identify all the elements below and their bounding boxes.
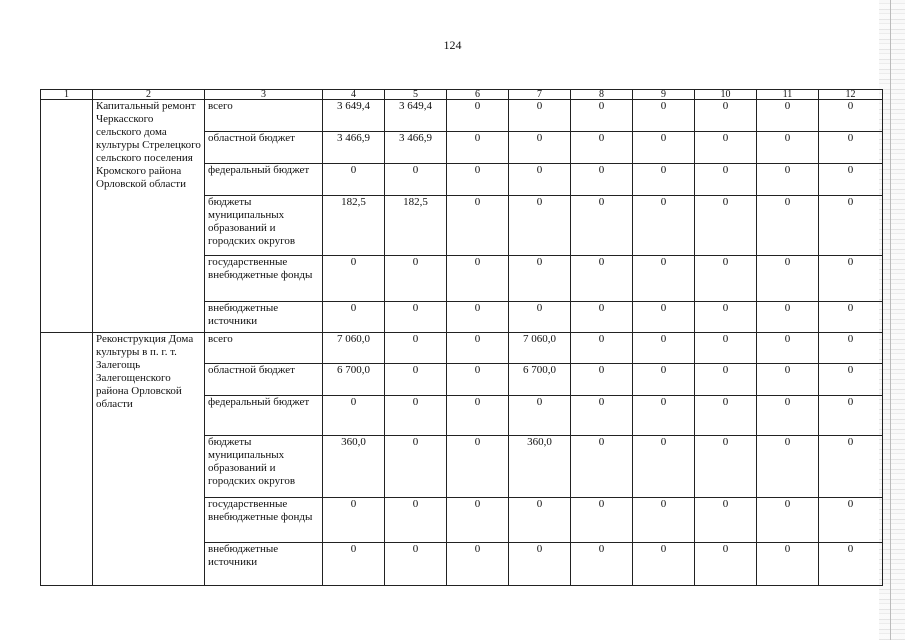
value-cell: 0 xyxy=(695,100,757,132)
value-cell: 0 xyxy=(695,333,757,364)
value-cell: 0 xyxy=(323,164,385,196)
value-cell: 182,5 xyxy=(385,196,447,256)
column-header: 6 xyxy=(447,90,509,100)
value-cell: 0 xyxy=(757,436,819,498)
value-cell: 360,0 xyxy=(509,436,571,498)
value-cell: 0 xyxy=(757,256,819,302)
funding-source-cell: государственные внебюджетные фонды xyxy=(205,498,323,543)
table-row xyxy=(41,100,883,132)
value-cell: 0 xyxy=(323,498,385,543)
column-header: 12 xyxy=(819,90,883,100)
value-cell: 0 xyxy=(509,132,571,164)
column-header: 3 xyxy=(205,90,323,100)
column-header: 8 xyxy=(571,90,633,100)
column-header: 10 xyxy=(695,90,757,100)
funding-source-cell: всего xyxy=(205,333,323,364)
value-cell: 0 xyxy=(695,436,757,498)
value-cell: 0 xyxy=(385,333,447,364)
value-cell: 0 xyxy=(633,333,695,364)
value-cell: 0 xyxy=(509,302,571,333)
value-cell: 0 xyxy=(695,164,757,196)
value-cell: 0 xyxy=(695,543,757,586)
value-cell: 0 xyxy=(819,196,883,256)
value-cell: 0 xyxy=(695,256,757,302)
funding-source-cell: внебюджетные источники xyxy=(205,302,323,333)
value-cell: 6 700,0 xyxy=(323,364,385,396)
column-header: 5 xyxy=(385,90,447,100)
value-cell: 0 xyxy=(509,100,571,132)
column-header: 11 xyxy=(757,90,819,100)
column-header: 4 xyxy=(323,90,385,100)
page-number: 124 xyxy=(443,38,462,52)
value-cell: 3 649,4 xyxy=(323,100,385,132)
value-cell: 0 xyxy=(819,436,883,498)
value-cell: 0 xyxy=(447,333,509,364)
value-cell: 0 xyxy=(757,364,819,396)
value-cell: 0 xyxy=(819,302,883,333)
value-cell: 0 xyxy=(571,302,633,333)
funding-source-cell: государственные внебюджетные фонды xyxy=(205,256,323,302)
value-cell: 0 xyxy=(447,498,509,543)
value-cell: 7 060,0 xyxy=(323,333,385,364)
value-cell: 0 xyxy=(757,164,819,196)
value-cell: 0 xyxy=(633,132,695,164)
header-row xyxy=(41,90,883,100)
value-cell: 0 xyxy=(819,333,883,364)
value-cell: 0 xyxy=(633,543,695,586)
value-cell: 0 xyxy=(323,302,385,333)
value-cell: 0 xyxy=(571,132,633,164)
table-row xyxy=(41,333,883,364)
row-number-cell xyxy=(41,100,93,333)
value-cell: 0 xyxy=(819,364,883,396)
value-cell: 0 xyxy=(695,498,757,543)
value-cell: 0 xyxy=(757,132,819,164)
row-number-cell xyxy=(41,333,93,586)
value-cell: 0 xyxy=(447,396,509,436)
column-header: 7 xyxy=(509,90,571,100)
value-cell: 0 xyxy=(447,436,509,498)
value-cell: 360,0 xyxy=(323,436,385,498)
value-cell: 182,5 xyxy=(323,196,385,256)
value-cell: 0 xyxy=(571,396,633,436)
value-cell: 0 xyxy=(509,498,571,543)
value-cell: 0 xyxy=(757,302,819,333)
value-cell: 0 xyxy=(695,396,757,436)
value-cell: 0 xyxy=(819,132,883,164)
column-header: 9 xyxy=(633,90,695,100)
value-cell: 0 xyxy=(509,196,571,256)
value-cell: 0 xyxy=(633,396,695,436)
value-cell: 0 xyxy=(323,543,385,586)
value-cell: 0 xyxy=(385,164,447,196)
column-header: 2 xyxy=(93,90,205,100)
value-cell: 0 xyxy=(819,396,883,436)
value-cell: 7 060,0 xyxy=(509,333,571,364)
value-cell: 0 xyxy=(757,333,819,364)
funding-source-cell: бюджеты муниципальных образований и городских округов xyxy=(205,436,323,498)
funding-source-cell: федеральный бюджет xyxy=(205,396,323,436)
budget-table xyxy=(40,89,883,586)
value-cell: 0 xyxy=(385,498,447,543)
value-cell: 0 xyxy=(571,164,633,196)
table-body xyxy=(41,100,883,586)
value-cell: 6 700,0 xyxy=(509,364,571,396)
value-cell: 0 xyxy=(323,396,385,436)
value-cell: 0 xyxy=(695,196,757,256)
funding-source-cell: внебюджетные источники xyxy=(205,543,323,586)
value-cell: 0 xyxy=(447,132,509,164)
value-cell: 0 xyxy=(695,132,757,164)
value-cell: 0 xyxy=(633,164,695,196)
value-cell: 3 466,9 xyxy=(323,132,385,164)
value-cell: 0 xyxy=(447,543,509,586)
value-cell: 0 xyxy=(571,256,633,302)
object-name-cell: Капитальный ремонт Черкасского сельского дома культуры Стрелецкого сельского поселения Кромского района Орловской области xyxy=(93,100,205,333)
value-cell: 0 xyxy=(633,436,695,498)
value-cell: 0 xyxy=(819,543,883,586)
value-cell: 0 xyxy=(757,196,819,256)
value-cell: 0 xyxy=(571,543,633,586)
value-cell: 0 xyxy=(385,256,447,302)
value-cell: 0 xyxy=(633,100,695,132)
value-cell: 0 xyxy=(447,196,509,256)
value-cell: 0 xyxy=(447,364,509,396)
value-cell: 0 xyxy=(757,543,819,586)
value-cell: 0 xyxy=(819,498,883,543)
value-cell: 0 xyxy=(819,164,883,196)
value-cell: 0 xyxy=(509,256,571,302)
value-cell: 0 xyxy=(385,396,447,436)
value-cell: 0 xyxy=(695,302,757,333)
value-cell: 0 xyxy=(509,164,571,196)
value-cell: 0 xyxy=(571,100,633,132)
value-cell: 0 xyxy=(323,256,385,302)
value-cell: 0 xyxy=(819,100,883,132)
value-cell: 0 xyxy=(447,302,509,333)
value-cell: 0 xyxy=(633,256,695,302)
funding-source-cell: всего xyxy=(205,100,323,132)
value-cell: 0 xyxy=(757,396,819,436)
value-cell: 0 xyxy=(385,302,447,333)
funding-source-cell: областной бюджет xyxy=(205,132,323,164)
value-cell: 0 xyxy=(757,498,819,543)
value-cell: 0 xyxy=(447,256,509,302)
value-cell: 0 xyxy=(385,543,447,586)
value-cell: 0 xyxy=(571,364,633,396)
value-cell: 0 xyxy=(695,364,757,396)
value-cell: 0 xyxy=(819,256,883,302)
value-cell: 0 xyxy=(385,436,447,498)
value-cell: 0 xyxy=(633,196,695,256)
value-cell: 3 649,4 xyxy=(385,100,447,132)
value-cell: 0 xyxy=(385,364,447,396)
value-cell: 0 xyxy=(571,333,633,364)
value-cell: 0 xyxy=(571,436,633,498)
value-cell: 0 xyxy=(633,498,695,543)
object-name-cell: Реконструкция Дома культуры в п. г. т. Залегощь Залегощенского района Орловской области xyxy=(93,333,205,586)
funding-source-cell: федеральный бюджет xyxy=(205,164,323,196)
value-cell: 0 xyxy=(757,100,819,132)
funding-source-cell: областной бюджет xyxy=(205,364,323,396)
value-cell: 0 xyxy=(633,302,695,333)
value-cell: 0 xyxy=(571,498,633,543)
value-cell: 0 xyxy=(633,364,695,396)
value-cell: 0 xyxy=(447,100,509,132)
scan-line xyxy=(890,0,891,640)
value-cell: 0 xyxy=(509,396,571,436)
column-header: 1 xyxy=(41,90,93,100)
funding-source-cell: бюджеты муниципальных образований и городских округов xyxy=(205,196,323,256)
value-cell: 3 466,9 xyxy=(385,132,447,164)
value-cell: 0 xyxy=(571,196,633,256)
value-cell: 0 xyxy=(509,543,571,586)
value-cell: 0 xyxy=(447,164,509,196)
